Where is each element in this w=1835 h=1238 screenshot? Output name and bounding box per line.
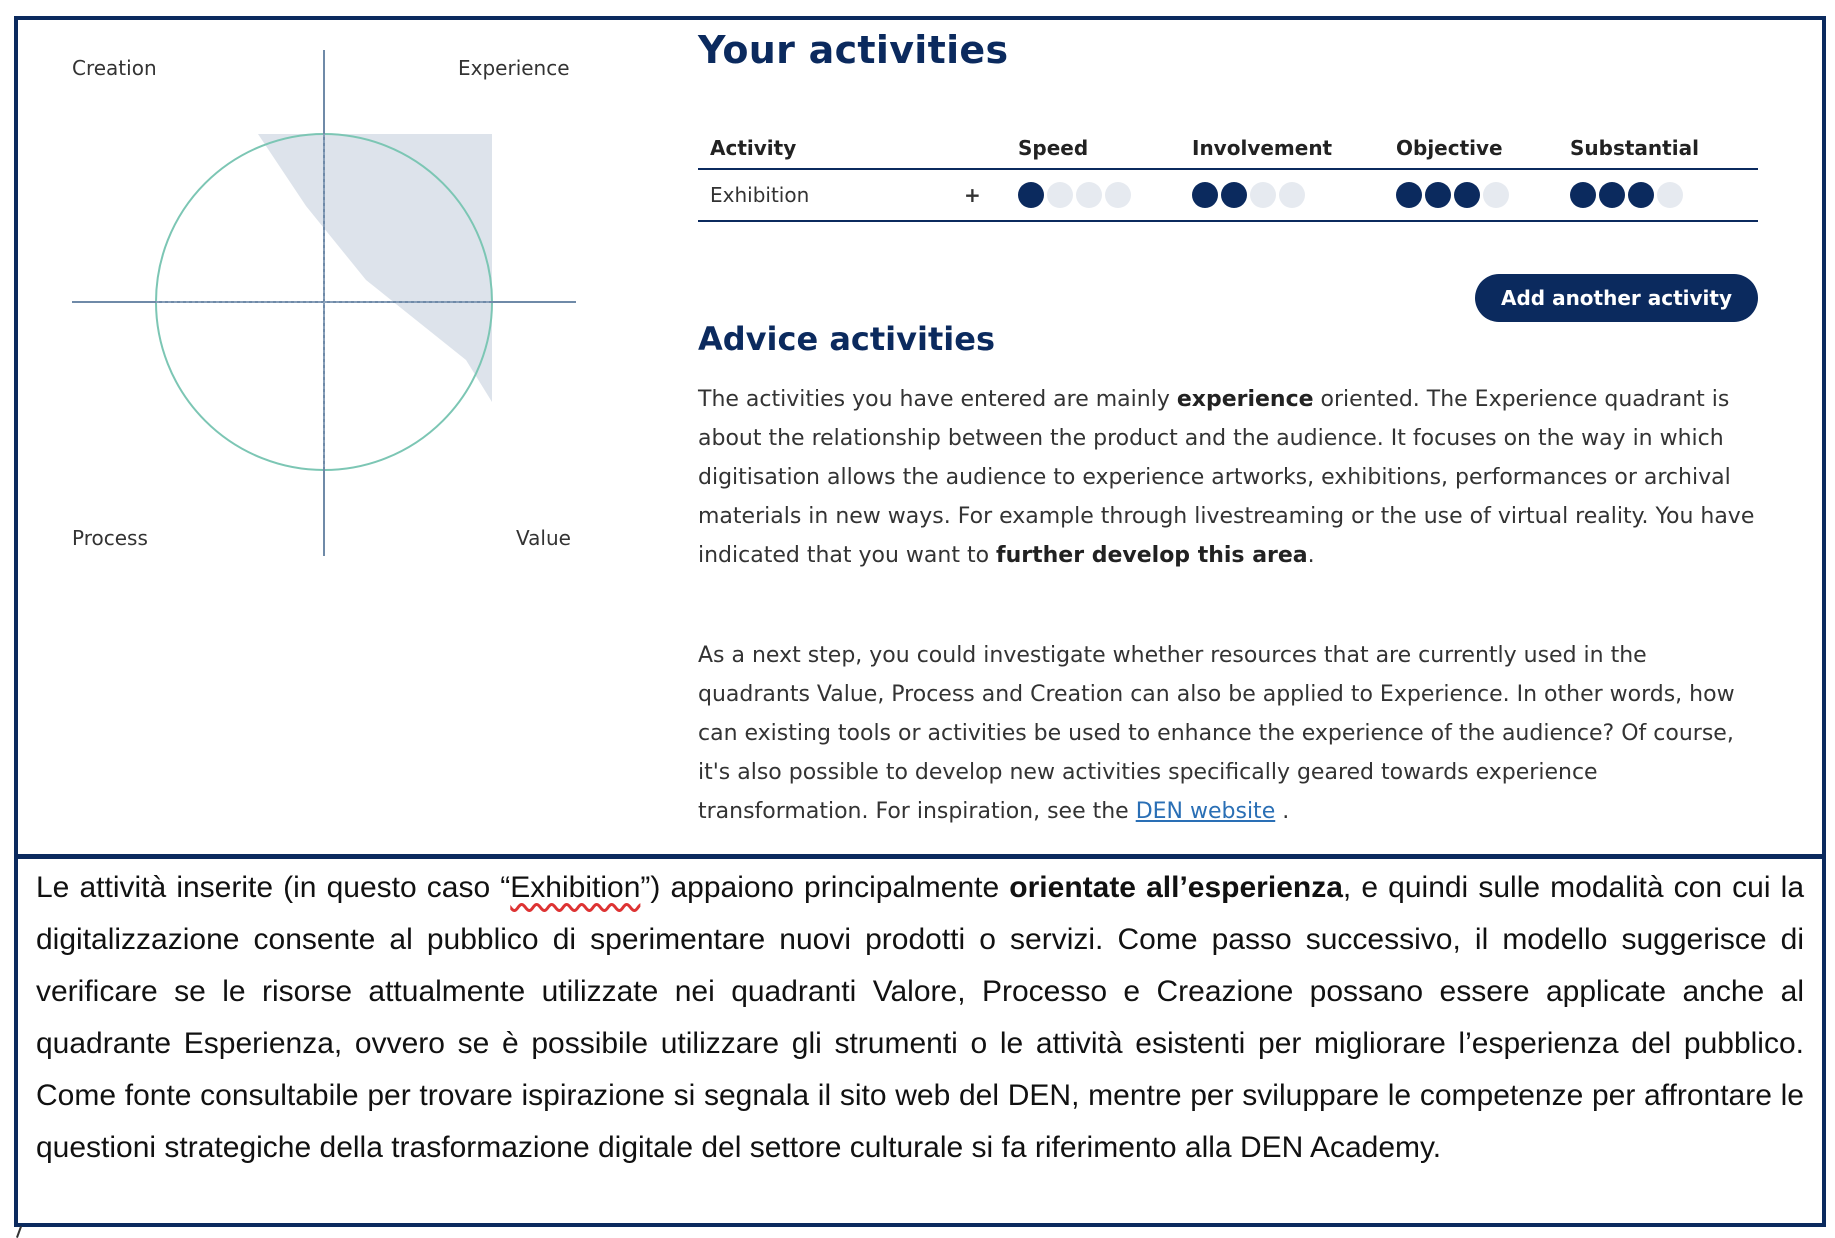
col-involvement: Involvement bbox=[1180, 126, 1384, 169]
activities-panel bbox=[698, 28, 1768, 824]
col-speed: Speed bbox=[1006, 126, 1180, 169]
experience-shaded-area bbox=[258, 134, 492, 402]
score-dot-empty bbox=[1250, 182, 1276, 208]
objective-score bbox=[1384, 169, 1558, 221]
page-mark bbox=[16, 1226, 22, 1238]
quadrant-chart bbox=[56, 30, 616, 590]
advice-emphasis: further develop this area bbox=[996, 543, 1308, 568]
advice-emphasis: experience bbox=[1176, 387, 1314, 412]
substantial-score bbox=[1558, 169, 1758, 221]
advice-text: . bbox=[1275, 799, 1290, 824]
score-dot-filled bbox=[1192, 182, 1218, 208]
score-dot-filled bbox=[1221, 182, 1247, 208]
score-dot-empty bbox=[1279, 182, 1305, 208]
score-dot-filled bbox=[1628, 182, 1654, 208]
label-experience: Experience bbox=[458, 56, 570, 80]
score-dot-empty bbox=[1657, 182, 1683, 208]
col-objective: Objective bbox=[1384, 126, 1558, 169]
score-dot-filled bbox=[1570, 182, 1596, 208]
score-dot-empty bbox=[1076, 182, 1102, 208]
col-activity: Activity bbox=[698, 126, 952, 169]
advice-text: As a next step, you could investigate whether resources that are currently used in the quadrants Value, Process and Creation can also be applied to Experience. In other words, how can existing tools or activities be used to enhance the experience of the audience? Of course, it's also possible to develop new activities specifically geared towards experience transformation. For inspiration, see the bbox=[698, 643, 1735, 824]
den-website-link[interactable]: DEN website bbox=[1135, 799, 1276, 824]
advice-text: . bbox=[1307, 543, 1315, 568]
col-substantial: Substantial bbox=[1558, 126, 1758, 169]
your-activities-heading: Your activities bbox=[698, 28, 1009, 72]
caption-text bbox=[36, 862, 1804, 1174]
score-dot-filled bbox=[1018, 182, 1044, 208]
add-activity-button[interactable]: Add another activity bbox=[1475, 274, 1758, 322]
score-dot-filled bbox=[1599, 182, 1625, 208]
caption-segment: ”) appaiono principalmente bbox=[640, 871, 1010, 904]
col-expand bbox=[952, 126, 1006, 169]
speed-score bbox=[1006, 169, 1180, 221]
score-dot-empty bbox=[1047, 182, 1073, 208]
caption-emphasis: orientate all’esperienza bbox=[1009, 871, 1343, 904]
advice-paragraph-2 bbox=[698, 636, 1758, 831]
caption-spellcheck-word: Exhibition bbox=[510, 871, 641, 904]
advice-activities-heading: Advice activities bbox=[698, 320, 995, 358]
table-row[interactable] bbox=[698, 169, 1758, 221]
label-process: Process bbox=[72, 526, 148, 550]
advice-paragraph-1 bbox=[698, 380, 1758, 575]
score-dot-filled bbox=[1425, 182, 1451, 208]
caption-segment: Le attività inserite (in questo caso “ bbox=[36, 871, 511, 904]
expand-row-button[interactable]: + bbox=[952, 169, 1006, 221]
activity-name: Exhibition bbox=[698, 169, 952, 221]
label-value: Value bbox=[516, 526, 571, 550]
score-dot-filled bbox=[1454, 182, 1480, 208]
activities-table bbox=[698, 126, 1758, 222]
advice-text: The activities you have entered are mainly bbox=[698, 387, 1177, 412]
quadrant-diagram bbox=[56, 30, 616, 590]
score-dot-filled bbox=[1396, 182, 1422, 208]
advice-text: oriented. The Experience quadrant is about the relationship between the product and the audience. It focuses on the way in which digitisation allows the audience to experience artworks, exhibitions, performances or archival materials in new ways. For example through livestreaming or the use of virtual reality. You have indicated that you want to bbox=[698, 387, 1755, 568]
score-dot-empty bbox=[1105, 182, 1131, 208]
caption-segment: , e quindi sulle modalità con cui la digitalizzazione consente al pubblico di sperimentare nuovi prodotti o servizi. Come passo successivo, il modello suggerisce di verificare se le risorse attualmente utilizzate nei quadranti Valore, Processo e Creazione possano essere applicate anche al quadrante Esperienza, ovvero se è possibile utilizzare gli strumenti o le attività esistenti per migliorare l’esperienza del pubblico. Come fonte consultabile per trovare ispirazione si segnala il sito web del DEN, mentre per sviluppare le competenze per affrontare le questioni strategiche della trasformazione digitale del settore culturale si fa riferimento alla DEN Academy. bbox=[36, 871, 1804, 1164]
score-dot-empty bbox=[1483, 182, 1509, 208]
label-creation: Creation bbox=[72, 56, 157, 80]
involvement-score bbox=[1180, 169, 1384, 221]
